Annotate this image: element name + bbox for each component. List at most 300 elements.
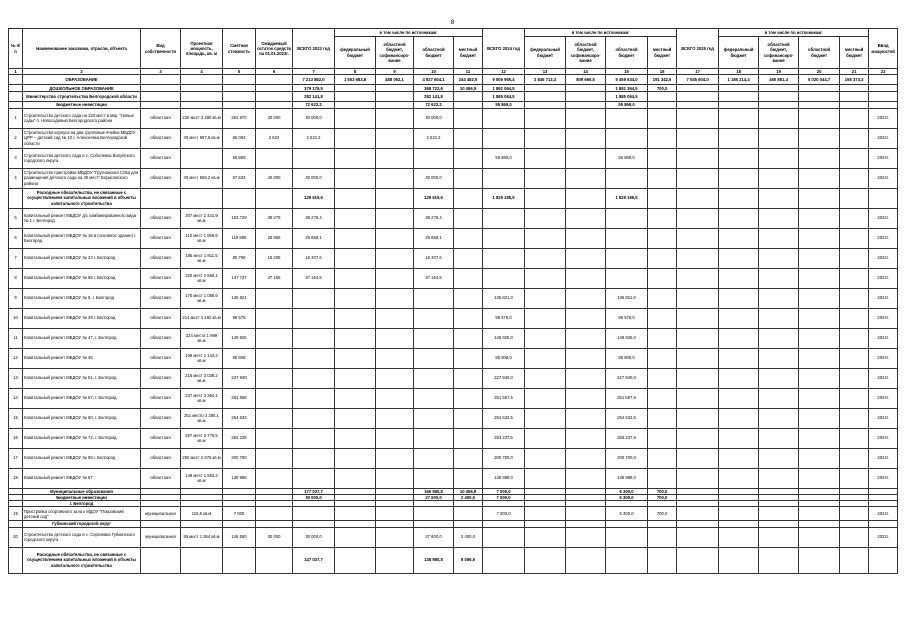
table-cell: 11 bbox=[9, 328, 23, 348]
table-cell: Капитальный ремонт МБДОУ № 57, г. Белгород bbox=[23, 388, 141, 408]
table-cell bbox=[566, 228, 606, 248]
table-cell bbox=[648, 448, 677, 468]
table-cell: 1 885 064,5 bbox=[606, 92, 648, 102]
table-cell bbox=[648, 547, 677, 573]
table-cell bbox=[376, 108, 414, 128]
table-cell bbox=[256, 428, 293, 448]
table-row bbox=[9, 148, 898, 168]
table-cell bbox=[677, 388, 719, 408]
table-cell bbox=[256, 328, 293, 348]
table-cell bbox=[525, 228, 566, 248]
table-cell bbox=[566, 468, 606, 488]
table-cell bbox=[454, 168, 483, 188]
table-cell bbox=[414, 448, 454, 468]
table-cell bbox=[256, 408, 293, 428]
table-cell: 1 185 214,4 bbox=[719, 75, 759, 85]
table-cell: 18 bbox=[9, 468, 23, 488]
table-cell bbox=[566, 108, 606, 128]
table-cell: Капитальный ремонт МБДОУ № 6, г. Белгород bbox=[23, 288, 141, 308]
table-cell bbox=[719, 328, 759, 348]
table-cell bbox=[454, 308, 483, 328]
table-cell: Капитальный ремонт МБДОУ № 72, г. Белгород bbox=[23, 428, 141, 448]
table-cell bbox=[566, 248, 606, 268]
table-cell: Капитальный ремонт МБДОУ № 87 bbox=[23, 468, 141, 488]
table-cell: 129 519,6 bbox=[414, 188, 454, 208]
table-cell: 5 459 634,0 bbox=[606, 75, 648, 85]
table-cell bbox=[606, 547, 648, 573]
table-cell bbox=[648, 228, 677, 248]
table-cell bbox=[719, 428, 759, 448]
table-cell: 2024г. bbox=[869, 408, 898, 428]
table-cell: 15 bbox=[9, 408, 23, 428]
table-cell bbox=[759, 288, 799, 308]
table-cell: 250 мест 2 676 кв.м bbox=[181, 448, 223, 468]
table-cell bbox=[335, 428, 376, 448]
header-estimate: Сметная стоимость bbox=[223, 29, 256, 69]
table-cell: 7 000,0 bbox=[483, 507, 525, 521]
table-cell: 227 940,0 bbox=[606, 368, 648, 388]
table-cell bbox=[840, 148, 869, 168]
table-cell bbox=[759, 388, 799, 408]
column-number: 18 bbox=[719, 69, 759, 75]
table-cell bbox=[719, 468, 759, 488]
table-cell: 3 bbox=[9, 148, 23, 168]
table-row bbox=[9, 428, 898, 448]
table-cell bbox=[759, 248, 799, 268]
table-cell bbox=[376, 228, 414, 248]
table-cell: 55 мест 1 954 кв.м bbox=[181, 527, 223, 547]
table-cell bbox=[525, 148, 566, 168]
table-cell bbox=[566, 428, 606, 448]
table-cell bbox=[719, 148, 759, 168]
table-cell bbox=[840, 288, 869, 308]
table-cell bbox=[483, 268, 525, 288]
table-cell: Капитальный ремонт МБДОУ № 60, г. Белгород bbox=[23, 408, 141, 428]
table-cell bbox=[454, 448, 483, 468]
table-cell: областная bbox=[141, 148, 181, 168]
table-cell bbox=[376, 527, 414, 547]
table-cell: Капитальный ремонт МБДОУ № 45 bbox=[23, 348, 141, 368]
table-cell: 700,0 bbox=[648, 494, 677, 500]
table-row bbox=[9, 527, 898, 547]
table-cell bbox=[719, 368, 759, 388]
table-cell bbox=[719, 348, 759, 368]
table-cell: 85 808 bbox=[223, 348, 256, 368]
table-cell bbox=[181, 148, 223, 168]
table-cell: 14 bbox=[9, 388, 23, 408]
table-cell bbox=[525, 248, 566, 268]
table-cell bbox=[525, 208, 566, 228]
table-cell: 129 519,6 bbox=[293, 188, 335, 208]
table-cell bbox=[335, 92, 376, 102]
table-cell: областная bbox=[141, 428, 181, 448]
table-cell bbox=[677, 228, 719, 248]
table-cell bbox=[376, 308, 414, 328]
column-number: 3 bbox=[141, 69, 181, 75]
table-cell: 1 891 364,5 bbox=[606, 85, 648, 92]
table-cell bbox=[869, 85, 898, 92]
table-cell: 177 037,7 bbox=[293, 488, 335, 494]
table-cell bbox=[566, 328, 606, 348]
table-cell bbox=[335, 507, 376, 521]
table-cell bbox=[840, 468, 869, 488]
table-cell bbox=[566, 168, 606, 188]
table-cell bbox=[799, 348, 840, 368]
table-row bbox=[9, 168, 898, 188]
table-cell bbox=[799, 408, 840, 428]
table-cell: Капитальный ремонт МБДОУ д/с комбинированного вида № 1 г. Белгород bbox=[23, 208, 141, 228]
table-cell: 2024г. bbox=[869, 328, 898, 348]
table-cell bbox=[759, 468, 799, 488]
table-cell bbox=[840, 547, 869, 573]
table-cell: 115,5 кв.м bbox=[181, 507, 223, 521]
table-row bbox=[9, 388, 898, 408]
table-cell bbox=[335, 228, 376, 248]
table-cell bbox=[181, 92, 223, 102]
table-cell bbox=[376, 85, 414, 92]
table-header bbox=[9, 29, 898, 75]
table-cell bbox=[181, 547, 223, 573]
table-cell bbox=[677, 148, 719, 168]
table-cell: 488 092,1 bbox=[376, 75, 414, 85]
table-cell: 251 557,5 bbox=[606, 388, 648, 408]
table-cell bbox=[719, 188, 759, 208]
table-cell bbox=[648, 428, 677, 448]
table-cell: 136 821,0 bbox=[606, 288, 648, 308]
table-cell bbox=[566, 368, 606, 388]
column-number: 7 bbox=[293, 69, 335, 75]
table-cell bbox=[293, 288, 335, 308]
table-cell: 237 мест 3 354,1 кв.м bbox=[181, 388, 223, 408]
table-cell: 40 000 bbox=[256, 168, 293, 188]
table-cell bbox=[335, 85, 376, 92]
table-cell bbox=[566, 408, 606, 428]
table-cell bbox=[483, 228, 525, 248]
table-cell bbox=[525, 408, 566, 428]
table-cell bbox=[566, 388, 606, 408]
table-cell bbox=[840, 168, 869, 188]
table-cell: 7 000 bbox=[223, 507, 256, 521]
table-cell bbox=[840, 428, 869, 448]
table-cell bbox=[648, 328, 677, 348]
table-cell: Пристройка спортивного зала к МДОУ "Покровский детский сад" bbox=[23, 507, 141, 521]
column-number: 4 bbox=[181, 69, 223, 75]
table-cell bbox=[293, 507, 335, 521]
table-cell: Капитальный ремонт МБДОУ № 39 г. Белгород bbox=[23, 308, 141, 328]
header-local-2024: местный бюджет bbox=[648, 37, 677, 69]
table-cell: областная bbox=[141, 328, 181, 348]
table-cell bbox=[414, 348, 454, 368]
table-cell bbox=[454, 188, 483, 208]
table-cell bbox=[566, 268, 606, 288]
table-cell bbox=[335, 368, 376, 388]
table-cell bbox=[719, 388, 759, 408]
table-cell bbox=[840, 128, 869, 148]
column-number: 11 bbox=[454, 69, 483, 75]
column-number: 19 bbox=[759, 69, 799, 75]
table-cell: областная bbox=[141, 288, 181, 308]
table-cell: 6 300,0 bbox=[606, 507, 648, 521]
table-cell bbox=[293, 428, 335, 448]
table-cell bbox=[335, 128, 376, 148]
column-number: 2 bbox=[23, 69, 141, 75]
table-cell bbox=[454, 208, 483, 228]
table-cell bbox=[525, 348, 566, 368]
table-cell: Капитальный ремонт МБДОУ № 47, г. Белгород bbox=[23, 328, 141, 348]
table-cell bbox=[141, 85, 181, 92]
table-cell bbox=[256, 188, 293, 208]
column-number: 10 bbox=[414, 69, 454, 75]
table-cell: Расходные обязательства, не связанные с осуществлением капитальных вложений в объекты капитального строительства bbox=[23, 547, 141, 573]
table-cell: 20 bbox=[9, 527, 23, 547]
table-cell: 2 622 bbox=[256, 128, 293, 148]
table-cell bbox=[759, 448, 799, 468]
table-cell bbox=[869, 75, 898, 85]
table-cell bbox=[719, 128, 759, 148]
table-cell: 283 237,5 bbox=[606, 428, 648, 448]
table-cell: 2023г. bbox=[869, 168, 898, 188]
table-cell bbox=[525, 428, 566, 448]
table-cell: 47 165 bbox=[256, 268, 293, 288]
column-number: 16 bbox=[648, 69, 677, 75]
table-cell bbox=[799, 268, 840, 288]
table-cell: 2024г. bbox=[869, 148, 898, 168]
table-cell bbox=[256, 368, 293, 388]
table-cell: областная bbox=[141, 368, 181, 388]
table-cell bbox=[454, 228, 483, 248]
table-cell: Капитальный ремонт МБДОУ № 23 г. Белгород bbox=[23, 248, 141, 268]
table-cell: 148 мест 1 853,3 кв.м bbox=[181, 468, 223, 488]
column-number: 6 bbox=[256, 69, 293, 75]
table-cell: Капитальный ремонт МБДОУ № 89 г. Белгород bbox=[23, 448, 141, 468]
table-cell bbox=[256, 148, 293, 168]
table-cell bbox=[606, 228, 648, 248]
table-cell bbox=[566, 148, 606, 168]
table-cell bbox=[719, 448, 759, 468]
table-cell bbox=[525, 92, 566, 102]
table-cell: 2022г. bbox=[869, 248, 898, 268]
table-cell bbox=[566, 507, 606, 521]
table-cell bbox=[376, 248, 414, 268]
table-row bbox=[9, 448, 898, 468]
table-cell bbox=[759, 368, 799, 388]
table-cell: 2 622,2 bbox=[293, 128, 335, 148]
table-cell: 7 bbox=[9, 248, 23, 268]
header-number: № п/п bbox=[9, 29, 23, 69]
table-cell: 227 940 bbox=[223, 368, 256, 388]
table-cell bbox=[483, 108, 525, 128]
table-cell bbox=[256, 75, 293, 85]
section-row bbox=[9, 85, 898, 92]
header-remainder: Ожидаемый остаток средств на 01.01.2023г. bbox=[256, 29, 293, 69]
table-body bbox=[9, 75, 898, 573]
table-cell bbox=[759, 328, 799, 348]
table-cell bbox=[648, 208, 677, 228]
column-number: 8 bbox=[335, 69, 376, 75]
header-regional-2024: областной бюджет bbox=[606, 37, 648, 69]
table-cell bbox=[376, 368, 414, 388]
table-cell: 267 мест 3 776,5 кв.м bbox=[181, 428, 223, 448]
table-cell bbox=[677, 168, 719, 188]
table-cell bbox=[759, 348, 799, 368]
table-cell bbox=[376, 408, 414, 428]
table-cell bbox=[677, 208, 719, 228]
table-cell bbox=[376, 188, 414, 208]
table-cell bbox=[414, 368, 454, 388]
table-cell bbox=[181, 75, 223, 85]
table-cell: 8 056,9 bbox=[454, 547, 483, 573]
table-cell: областная bbox=[141, 228, 181, 248]
section-row bbox=[9, 547, 898, 573]
table-cell bbox=[759, 128, 799, 148]
table-cell bbox=[483, 527, 525, 547]
table-cell: 809 665,5 bbox=[566, 75, 606, 85]
table-cell: 1 885 064,5 bbox=[483, 92, 525, 102]
table-cell bbox=[566, 92, 606, 102]
table-cell bbox=[869, 547, 898, 573]
table-cell bbox=[719, 92, 759, 102]
table-cell: 216 мест 3 038,2 кв.м bbox=[181, 368, 223, 388]
table-cell bbox=[181, 85, 223, 92]
header-sources-2024: в том числе по источникам: bbox=[525, 29, 677, 37]
table-cell bbox=[799, 288, 840, 308]
table-cell bbox=[648, 388, 677, 408]
table-cell bbox=[525, 288, 566, 308]
table-cell bbox=[799, 527, 840, 547]
table-cell: областная bbox=[141, 468, 181, 488]
table-cell bbox=[840, 527, 869, 547]
table-cell bbox=[566, 448, 606, 468]
table-cell: 30 000,0 bbox=[293, 494, 335, 500]
table-cell bbox=[799, 428, 840, 448]
table-cell: 38 279,4 bbox=[293, 208, 335, 228]
table-cell bbox=[677, 108, 719, 128]
table-cell: 10 bbox=[9, 308, 23, 328]
table-cell bbox=[335, 448, 376, 468]
table-cell: 320 мест 2 660,1 кв.м bbox=[181, 268, 223, 288]
table-cell: 109 мест 1 144,3 кв.м bbox=[181, 348, 223, 368]
table-cell bbox=[606, 208, 648, 228]
header-cofinancing-2023: областной бюджет, софинансиро-вание bbox=[376, 37, 414, 69]
table-cell bbox=[606, 268, 648, 288]
table-cell bbox=[414, 148, 454, 168]
table-cell bbox=[376, 448, 414, 468]
table-cell bbox=[719, 527, 759, 547]
table-cell bbox=[677, 328, 719, 348]
table-cell bbox=[759, 85, 799, 92]
table-cell: Муниципальные образования bbox=[23, 488, 141, 494]
table-cell bbox=[335, 308, 376, 328]
table-cell bbox=[759, 168, 799, 188]
table-cell bbox=[293, 448, 335, 468]
table-cell bbox=[840, 85, 869, 92]
table-cell: 72 622,2 bbox=[293, 102, 335, 108]
table-cell bbox=[335, 547, 376, 573]
table-cell bbox=[256, 85, 293, 92]
table-cell: областная bbox=[141, 248, 181, 268]
table-cell: 166 580,8 bbox=[414, 488, 454, 494]
table-cell bbox=[454, 92, 483, 102]
table-cell bbox=[293, 328, 335, 348]
table-cell: 12 bbox=[9, 348, 23, 368]
table-cell bbox=[648, 108, 677, 128]
table-cell bbox=[719, 85, 759, 92]
table-cell: областная bbox=[141, 388, 181, 408]
table-cell: 13 bbox=[9, 368, 23, 388]
table-cell: 55 869,0 bbox=[606, 102, 648, 108]
table-row bbox=[9, 268, 898, 288]
table-cell: 700,0 bbox=[648, 488, 677, 494]
column-number: 21 bbox=[840, 69, 869, 75]
table-cell: 2024г. bbox=[869, 368, 898, 388]
table-cell bbox=[677, 128, 719, 148]
table-cell bbox=[256, 388, 293, 408]
table-cell bbox=[454, 507, 483, 521]
table-cell bbox=[840, 248, 869, 268]
column-number: 12 bbox=[483, 69, 525, 75]
table-cell: 110 мест 1 069,9 кв.м bbox=[181, 228, 223, 248]
table-cell: 65 093 bbox=[223, 128, 256, 148]
table-cell: 30 000,0 bbox=[293, 527, 335, 547]
table-cell bbox=[293, 468, 335, 488]
column-number: 15 bbox=[606, 69, 648, 75]
table-cell bbox=[376, 208, 414, 228]
table-cell: 2024г. bbox=[869, 348, 898, 368]
table-cell: 136 821,0 bbox=[483, 288, 525, 308]
table-cell: 16 bbox=[9, 428, 23, 448]
table-cell: 47 164,5 bbox=[414, 268, 454, 288]
table-cell bbox=[141, 92, 181, 102]
header-local-2025: местный бюджет bbox=[840, 37, 869, 69]
table-cell bbox=[677, 527, 719, 547]
table-cell: 8 bbox=[9, 268, 23, 288]
table-cell: Строительство детского сада на 220 мест в мкр. "Новые сады" п. Новосадовый Белгородского района bbox=[23, 108, 141, 128]
table-cell bbox=[606, 527, 648, 547]
table-cell bbox=[799, 308, 840, 328]
table-cell bbox=[414, 428, 454, 448]
table-cell: областная bbox=[141, 268, 181, 288]
table-cell: 149 925,0 bbox=[606, 328, 648, 348]
table-cell bbox=[799, 328, 840, 348]
table-cell: ОБРАЗОВАНИЕ bbox=[23, 75, 141, 85]
table-cell: Расходные обязательства, не связанные с осуществлением капитальных вложений в объекты капитального строительства bbox=[23, 188, 141, 208]
table-cell bbox=[376, 428, 414, 448]
table-cell: 119 895 bbox=[223, 228, 256, 248]
table-cell bbox=[719, 308, 759, 328]
table-cell: 99 576,0 bbox=[483, 308, 525, 328]
table-cell: 30 000,0 bbox=[293, 108, 335, 128]
table-cell bbox=[566, 288, 606, 308]
table-cell bbox=[677, 188, 719, 208]
table-cell: 55 869 bbox=[223, 148, 256, 168]
table-cell: 72 622,2 bbox=[414, 102, 454, 108]
table-cell: 40 мест 558,2 кв.м bbox=[181, 168, 223, 188]
table-cell bbox=[566, 208, 606, 228]
table-cell bbox=[566, 85, 606, 92]
table-cell bbox=[648, 408, 677, 428]
header-sources-2023: в том числе по источникам: bbox=[335, 29, 483, 37]
table-cell bbox=[799, 248, 840, 268]
table-cell: 99 576,0 bbox=[606, 308, 648, 328]
table-cell bbox=[840, 448, 869, 468]
table-cell bbox=[799, 188, 840, 208]
column-number: 13 bbox=[525, 69, 566, 75]
table-cell: областная bbox=[141, 308, 181, 328]
table-cell: 7 000,0 bbox=[483, 494, 525, 500]
table-cell: 2022г. bbox=[869, 208, 898, 228]
table-cell: 17 bbox=[9, 448, 23, 468]
table-cell: 165 373,3 bbox=[840, 75, 869, 85]
